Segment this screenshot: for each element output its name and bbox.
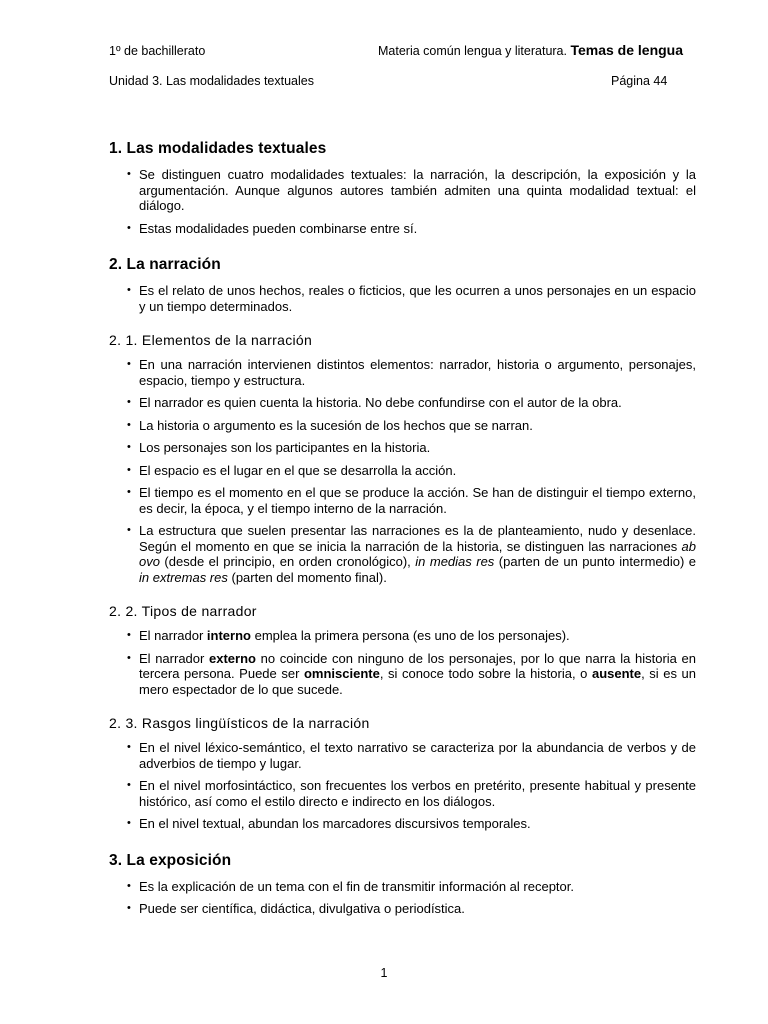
list-item <box>127 651 696 698</box>
section-list <box>109 740 696 832</box>
bold-term: omnisciente <box>303 666 380 681</box>
bold-term: ausente <box>591 666 642 681</box>
list-item: • Se distinguen cuatro modalidades textuales: la narración, la descripción, la exposición y la argumentación. Aunque algunos autores también admiten una quinta modalidad textual: el diálogo. <box>127 167 696 214</box>
list-item: • La historia o argumento es la sucesión de los hechos que se narran. <box>127 418 696 434</box>
list-item: • Puede ser científica, didáctica, divulgativa o periodística. <box>127 901 696 917</box>
italic-term: ab ovo <box>139 538 696 569</box>
text-run: El narrador <box>139 650 209 666</box>
section-title: 1. Las modalidades textuales <box>109 140 327 157</box>
text-run: (desde el principio, en orden cronológico), <box>159 554 416 569</box>
list-item: • Los personajes son los participantes en la historia. <box>127 440 696 456</box>
list-item <box>127 628 696 644</box>
text-run: La estructura que suelen presentar las narraciones es la de planteamiento, nudo y desenlace. Según el momento en que se inicia la narración de la historia, se distinguen las narraciones <box>139 523 696 554</box>
section-list <box>109 628 696 697</box>
list-item: • En el nivel textual, abundan los marcadores discursivos temporales. <box>127 816 696 832</box>
section-list <box>109 283 696 314</box>
subsection-title: 2. 1. Elementos de la narración <box>109 332 313 348</box>
list-item: • En una narración intervienen distintos elementos: narrador, historia o argumento, personajes, espacio, tiempo y estructura. <box>127 357 696 388</box>
header-subject-bold: Temas de lengua <box>570 42 684 58</box>
section-list <box>109 357 696 585</box>
list-item: • En el nivel léxico-semántico, el texto narrativo se caracteriza por la abundancia de verbos y de adverbios de tiempo y lugar. <box>127 740 696 771</box>
list-item: • En el nivel morfosintáctico, son frecuentes los verbos en pretérito, presente habitual y presente histórico, así como el estilo directo e indirecto en los diálogos. <box>127 778 696 809</box>
list-item: • Estas modalidades pueden combinarse entre sí. <box>127 221 696 237</box>
page-number: 1 <box>380 966 388 980</box>
section-title: 3. La exposición <box>109 851 232 869</box>
header-subject-text: Materia común lengua y literatura. <box>378 44 567 58</box>
text-run: no coincide con ninguno de los personajes, por lo que narra la historia en tercera persona. Puede ser <box>139 650 697 681</box>
italic-term: in extremas res <box>139 569 228 585</box>
bold-term: externo <box>208 650 256 666</box>
list-item: • Es la explicación de un tema con el fin de transmitir información al receptor. <box>127 879 696 895</box>
header-unit: Unidad 3. Las modalidades textuales <box>109 74 314 88</box>
header-course: 1º de bachillerato <box>109 44 206 58</box>
text-run: , si es un mero espectador de lo que sucede. <box>139 666 696 697</box>
header-page-label: Página 44 <box>611 74 668 88</box>
section-list <box>109 879 696 917</box>
list-item: • Es el relato de unos hechos, reales o ficticios, que les ocurren a unos personajes en un espacio y un tiempo determinados. <box>127 283 696 314</box>
section-list <box>109 167 696 236</box>
text-run: emplea la primera persona (es uno de los personajes). <box>250 628 570 643</box>
list-item: • El tiempo es el momento en el que se produce la acción. Se han de distinguir el tiempo externo, es decir, la época, y el tiempo interno de la narración. <box>127 485 696 516</box>
italic-term: in medias res <box>415 554 495 569</box>
text-run: , si conoce todo sobre la historia, o <box>379 666 592 681</box>
list-item <box>127 523 696 585</box>
header-subject <box>378 43 683 59</box>
list-item: • El espacio es el lugar en el que se desarrolla la acción. <box>127 463 696 479</box>
subsection-title: 2. 3. Rasgos lingüísticos de la narración <box>109 715 370 731</box>
text-run: El narrador <box>139 628 207 643</box>
subsection-title: 2. 2. Tipos de narrador <box>109 603 257 619</box>
text-run: (parten de un punto intermedio) e <box>494 554 697 569</box>
section-title: 2. La narración <box>109 256 221 273</box>
list-item: • El narrador es quien cuenta la historia. No debe confundirse con el autor de la obra. <box>127 395 696 411</box>
document-body <box>109 140 696 924</box>
bold-term: interno <box>206 628 251 643</box>
text-run: (parten del momento final). <box>227 569 387 585</box>
